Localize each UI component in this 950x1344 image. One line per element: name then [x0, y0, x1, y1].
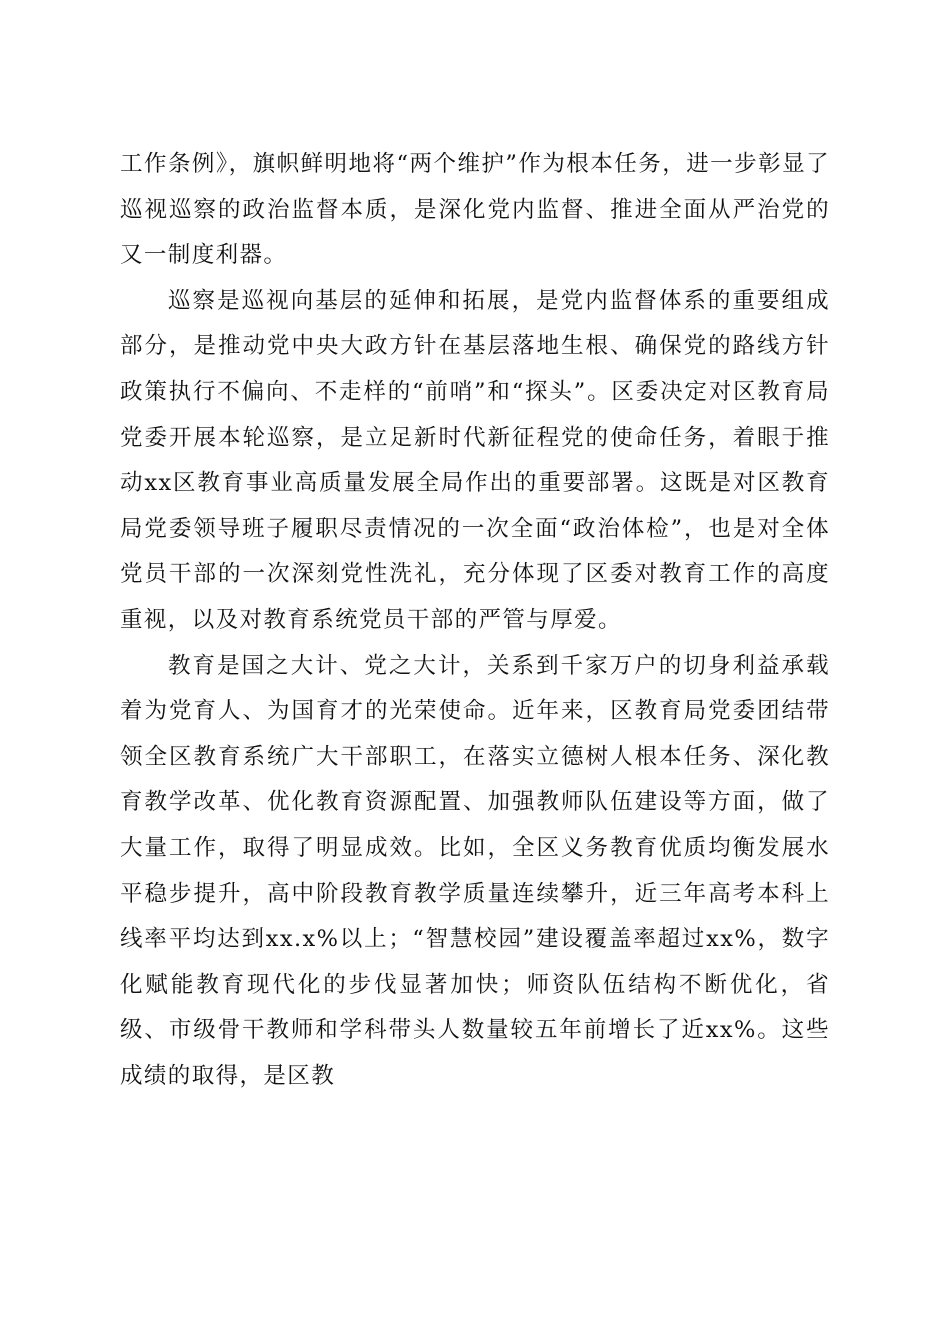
paragraph-1: 工作条例》，旗帜鲜明地将“两个维护”作为根本任务，进一步彰显了巡视巡察的政治监督本质，是深化党内监督、推进全面从严治党的又一制度利器。 — [120, 151, 830, 269]
document-body — [120, 142, 830, 1099]
paragraph-2: 巡察是巡视向基层的延伸和拓展，是党内监督体系的重要组成部分，是推动党中央大政方针在基层落地生根、确保党的路线方针政策执行不偏向、不走样的“前哨”和“探头”。区委决定对区教育局党委开展本轮巡察，是立足新时代新征程党的使命任务，着眼于推动xx区教育事业高质量发展全局作出的重要部署。这既是对区教育局党委领导班子履职尽责情况的一次全面“政治体检”，也是对全体党员干部的一次深刻党性洗礼，充分体现了区委对教育工作的高度重视，以及对教育系统党员干部的严管与厚爱。 — [120, 287, 830, 633]
paragraph-3: 教育是国之大计、党之大计，关系到千家万户的切身利益承载着为党育人、为国育才的光荣使命。近年来，区教育局党委团结带领全区教育系统广大干部职工，在落实立德树人根本任务、深化教育教学改革、优化教育资源配置、加强教师队伍建设等方面，做了大量工作，取得了明显成效。比如，全区义务教育优质均衡发展水平稳步提升，高中阶段教育教学质量连续攀升，近三年高考本科上线率平均达到xx.x%以上；“智慧校园”建设覆盖率超过xx%，数字化赋能教育现代化的步伐显著加快；师资队伍结构不断优化，省级、市级骨干教师和学科带头人数量较五年前增长了近xx%。这些成绩的取得，是区教 — [120, 652, 830, 1089]
